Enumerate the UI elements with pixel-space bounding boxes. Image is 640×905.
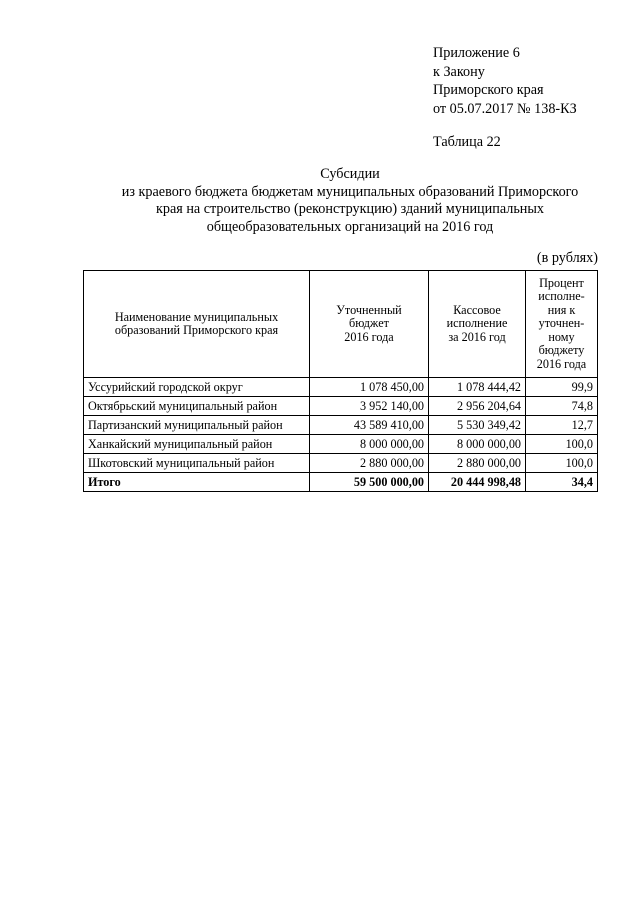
row-name: Ханкайский муниципальный район	[84, 435, 310, 454]
column-header-name: Наименование муниципальных образований Приморского края	[84, 271, 310, 378]
appendix-line: Приморского края	[433, 82, 544, 99]
column-header-percent: Процент исполне- ния к уточнен- ному бюджету 2016 года	[526, 271, 598, 378]
row-execution: 5 530 349,42	[429, 416, 526, 435]
total-percent: 34,4	[526, 473, 598, 492]
table-row	[84, 416, 598, 435]
appendix-line: Приложение 6	[433, 45, 520, 61]
row-name: Партизанский муниципальный район	[84, 416, 310, 435]
table-header-row	[84, 271, 598, 378]
table-row	[84, 454, 598, 473]
row-budget: 3 952 140,00	[310, 397, 429, 416]
table-row	[84, 435, 598, 454]
row-budget: 43 589 410,00	[310, 416, 429, 435]
units-note: (в рублях)	[536, 250, 598, 266]
row-percent: 100,0	[526, 435, 598, 454]
subsidies-table	[83, 270, 598, 492]
appendix-line: к Закону	[433, 63, 485, 80]
row-execution: 2 880 000,00	[429, 454, 526, 473]
row-percent: 12,7	[526, 416, 598, 435]
row-percent: 99,9	[526, 378, 598, 397]
row-name: Октябрьский муниципальный район	[84, 397, 310, 416]
row-name: Уссурийский городской округ	[84, 378, 310, 397]
row-percent: 100,0	[526, 454, 598, 473]
title-line: Субсидии	[320, 166, 380, 182]
total-name: Итого	[84, 473, 310, 492]
total-execution: 20 444 998,48	[429, 473, 526, 492]
table-number: Таблица 22	[433, 134, 501, 150]
row-budget: 2 880 000,00	[310, 454, 429, 473]
title-line: общеобразовательных организаций на 2016 год	[206, 218, 494, 235]
row-execution: 1 078 444,42	[429, 378, 526, 397]
appendix-line: от 05.07.2017 № 138-КЗ	[433, 100, 577, 117]
table-row	[84, 378, 598, 397]
table-total-row	[84, 473, 598, 492]
row-execution: 2 956 204,64	[429, 397, 526, 416]
column-header-budget: Уточненный бюджет 2016 года	[310, 271, 429, 378]
row-execution: 8 000 000,00	[429, 435, 526, 454]
row-budget: 1 078 450,00	[310, 378, 429, 397]
title-line: из краевого бюджета бюджетам муниципальных образований Приморского	[121, 183, 579, 200]
table-row	[84, 397, 598, 416]
total-budget: 59 500 000,00	[310, 473, 429, 492]
row-percent: 74,8	[526, 397, 598, 416]
column-header-execution: Кассовое исполнение за 2016 год	[429, 271, 526, 378]
title-line: края на строительство (реконструкцию) зданий муниципальных	[155, 201, 545, 218]
row-budget: 8 000 000,00	[310, 435, 429, 454]
appendix-reference	[433, 44, 577, 118]
row-name: Шкотовский муниципальный район	[84, 454, 310, 473]
document-title	[60, 166, 640, 236]
